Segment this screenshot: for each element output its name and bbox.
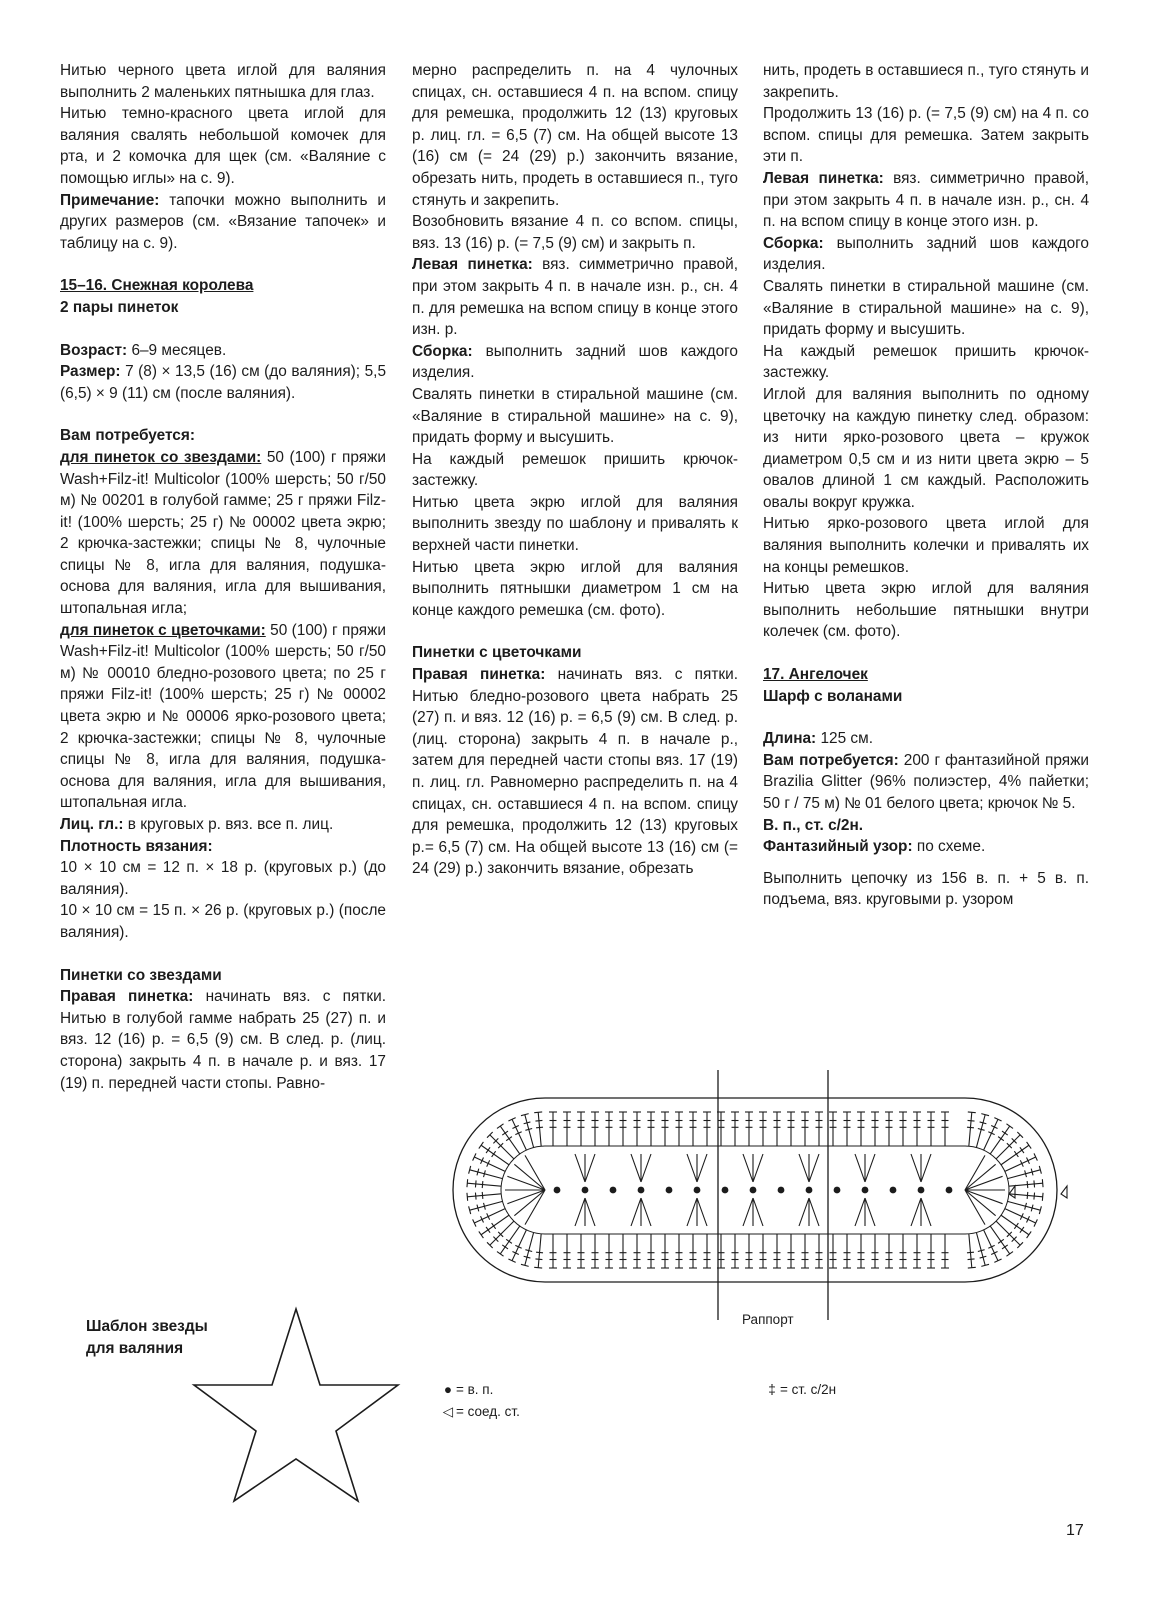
stitch-top (1042, 1179, 1043, 1187)
paragraph: Нитью цвета экрю иглой для валяния выполнить звезду по шаблону и привалять к верхней части пинетки. (412, 493, 738, 555)
stitch-top (968, 1267, 976, 1268)
fan-line (965, 1190, 996, 1216)
fan-line (965, 1176, 1003, 1190)
materials-line: Вам потребуется: 200 г фантазийной пряжи Brazilia Glitter (96% полиэстер, 4% пайетки; 50 г / 75 м) № 01 белого цвета; крючок № 5. (763, 751, 1089, 812)
v-stitch (631, 1198, 641, 1226)
stitch-bar (482, 1181, 483, 1188)
stitch-top (1006, 1252, 1013, 1257)
crochet-chart (440, 1060, 1080, 1320)
fan-line (965, 1190, 1003, 1204)
paragraph: мерно распределить п. на 4 чулочных спицах, сн. оставшиеся 4 п. на вспом. спицу для ремешка, продолжить 12 (13) круговых р. лиц. гл. = 6,5 (7) см. На общей высоте 13 (16) см (= 24 (29) р.) закончить вязание, обрезать нить, продеть в оставшиеся п., туго стянуть и закрепить. (412, 62, 738, 209)
v-stitch (575, 1198, 585, 1226)
stitch-bar (492, 1151, 496, 1157)
v-stitch (855, 1198, 865, 1226)
stitch-top (497, 1252, 504, 1257)
v-stitch (911, 1198, 921, 1226)
note-label: Примечание: (60, 191, 160, 209)
stitch-top (1042, 1193, 1043, 1201)
stitch-top (467, 1193, 468, 1201)
v-stitch (809, 1198, 819, 1226)
v-stitch (855, 1154, 865, 1182)
stitch-bar (967, 1127, 974, 1128)
note-paragraph (60, 190, 386, 255)
stitch-bar (486, 1227, 490, 1233)
stitch-bar (1027, 1181, 1028, 1188)
stitch-stem (969, 1234, 972, 1268)
stitch-top (534, 1267, 542, 1268)
gauge-heading: Плотность вязания: (60, 837, 213, 855)
fan-line (965, 1190, 985, 1225)
chain-dot (694, 1187, 701, 1194)
pattern-line: Фантазийный узор: по схеме. (763, 838, 986, 856)
instruction-paragraph: Правая пинетка: начинать вяз. с пятки. Нитью в голубой гамме набрать 25 (27) п. и вяз. 12 (16) р. = 6,5 (9) см. В след. р. (лиц. сторона) закрыть 4 п. в начале р. и вяз. 17 (19) п. передней части стопы. Равно- (60, 988, 386, 1092)
v-stitch (697, 1198, 707, 1226)
stitch-top (497, 1124, 504, 1129)
stitch-stem (976, 1233, 985, 1266)
section-title: 17. Ангелочек (763, 666, 868, 684)
chain-dot (554, 1187, 561, 1194)
chain-dot (778, 1187, 785, 1194)
stitch-top (479, 1231, 484, 1238)
size-line: Размер: 7 (8) × 13,5 (16) см (до валяния); 5,5 (6,5) × 9 (11) см (после валяния). (60, 363, 387, 402)
stitches-line: В. п., ст. с/2н. (763, 816, 864, 834)
stitch-stem (1008, 1201, 1041, 1210)
v-stitch (809, 1154, 819, 1182)
v-stitch (799, 1198, 809, 1226)
stitch-stem (490, 1221, 514, 1245)
legend-chain: ● = в. п. (440, 1380, 493, 1400)
note-text: тапочки можно выполнить и других размеров (см. «Вязание тапочек» и таблицу на с. 9). (60, 191, 386, 252)
paragraph: нить, продеть в оставшиеся п., туго стянуть и закрепить. (763, 62, 1089, 101)
chain-dot (666, 1187, 673, 1194)
chain-dot (806, 1187, 813, 1194)
stitch-stem (490, 1135, 514, 1159)
section-subtitle: 2 пары пинеток (60, 298, 179, 316)
stitch-stem (1009, 1183, 1043, 1186)
star-template-icon (190, 1305, 410, 1505)
chain-dot (750, 1187, 757, 1194)
v-stitch (865, 1198, 875, 1226)
stitch-top (1027, 1142, 1032, 1149)
stitch-stem (538, 1112, 541, 1146)
v-stitch (911, 1154, 921, 1182)
materials-star: для пинеток со звездами: 50 (100) г пряжи Wash+Filz-it! Multicolor (100% шерсть; 50 г/50 м) № 00201 в голубой гамме; 25 г пряжи Filz-it! (100% шерсть; 25 г) № 00002 цвета экрю; 2 крючка-застежки; спицы № 8, чулочные спицы № 8, игла для валяния, подушка-основа для валяния, игла для вышивания, штопальная игла; (60, 448, 387, 618)
fan-line (525, 1190, 545, 1225)
stitch-bar (1002, 1131, 1008, 1135)
stitch-bar (502, 1245, 508, 1249)
stitch-bar (535, 1120, 542, 1121)
paragraph: Нитью цвета экрю иглой для валяния выполнить небольшие пятнышки внутри колечек (см. фото). (763, 580, 1089, 641)
fan-line (507, 1190, 545, 1204)
slip-stitch-mark (1061, 1186, 1067, 1198)
instruction-paragraph: Левая пинетка: вяз. симметрично правой, при этом закрыть 4 п. в начале изн. р., сн. 4 п. на вспом спицу в конце этого изн. р. (763, 169, 1089, 231)
instruction-paragraph: Сборка: выполнить задний шов каждого изделия. (412, 342, 738, 382)
stitch-stem (1008, 1170, 1041, 1179)
stitch-bar (535, 1259, 542, 1260)
stitch-top (1027, 1231, 1032, 1238)
stitch-bar (1027, 1192, 1028, 1199)
instruction-paragraph: Левая пинетка: вяз. симметрично правой, при этом закрыть 4 п. в начале изн. р., сн. 4 п. для ремешка на вспом спицу в конце этого изн. р. (412, 256, 738, 339)
stitch-top (968, 1112, 976, 1113)
instruction-paragraph: Сборка: выполнить задний шов каждого изделия. (763, 234, 1089, 274)
fan-line (514, 1164, 545, 1190)
v-stitch (631, 1154, 641, 1182)
stitch-bar (998, 1239, 1004, 1243)
stitch-bar (502, 1131, 508, 1135)
gauge-line: 10 × 10 см = 12 п. × 18 р. (круговых р.) (до валяния). (60, 859, 386, 898)
length-line: Длина: 125 см. (763, 730, 873, 748)
section-subtitle: Шарф с воланами (763, 687, 903, 705)
stitch-stem (525, 1115, 534, 1148)
paragraph: Нитью черного цвета иглой для валяния выполнить 2 маленьких пятнышка для глаз. (60, 62, 386, 101)
v-stitch (641, 1198, 651, 1226)
v-stitch (743, 1198, 753, 1226)
stitch-bar (536, 1252, 543, 1253)
stitch-top (534, 1112, 542, 1113)
stitch-bar (506, 1137, 512, 1141)
rapport-label: Раппорт (742, 1312, 794, 1327)
v-stitch (687, 1198, 697, 1226)
stitch-stem (538, 1234, 541, 1268)
chain-dot (582, 1187, 589, 1194)
gauge-line: 10 × 10 см = 15 п. × 26 р. (круговых р.) (после валяния). (60, 902, 386, 941)
paragraph: Свалять пинетки в стиральной машине (см. «Валяние в стиральной машине» на с. 9), придать форму и высушить. (763, 277, 1089, 339)
text-column-3 (763, 60, 1089, 911)
stitch-top (467, 1179, 468, 1187)
age-line: Возраст: 6–9 месяцев. (60, 341, 227, 359)
chain-dot (834, 1187, 841, 1194)
stitch-stem (976, 1115, 985, 1148)
chain-dot (610, 1187, 617, 1194)
v-stitch (575, 1154, 585, 1182)
paragraph: Выполнить цепочку из 156 в. п. + 5 в. п. подъема, вяз. круговыми р. узором (763, 869, 1089, 909)
fan-line (514, 1190, 545, 1216)
stitch-bar (1014, 1223, 1018, 1229)
stitch-bar (998, 1137, 1004, 1141)
stitch-stem (1009, 1194, 1043, 1197)
stitch-stem (969, 1112, 972, 1146)
half-double-crochet-icon: ‡ (768, 1382, 776, 1397)
paragraph: Нитью ярко-розового цвета иглой для валяния выполнить колечки и привалять их на концы ремешков. (763, 515, 1089, 576)
stitch-top (479, 1142, 484, 1149)
v-stitch (865, 1154, 875, 1182)
stitch-bar (1002, 1245, 1008, 1249)
stitch-bar (536, 1127, 543, 1128)
paragraph: Свалять пинетки в стиральной машине (см. «Валяние в стиральной машине» на с. 9), придать форму и высушить. (412, 385, 738, 447)
page-number: 17 (1066, 1522, 1084, 1539)
paragraph: Нитью цвета экрю иглой для валяния выполнить пятнышки диаметром 1 см на конце каждого ремешка (см. фото). (412, 558, 738, 619)
fan-line (507, 1176, 545, 1190)
stitch-bar (475, 1180, 476, 1187)
slip-stitch-icon: ◁ (442, 1404, 454, 1419)
paragraph: Продолжить 13 (16) р. (= 7,5 (9) см) на 4 п. со вспом. спицы для ремешка. Затем закрыть эти п. (763, 105, 1089, 166)
stitch-bar (492, 1223, 496, 1229)
chain-dot (862, 1187, 869, 1194)
paragraph: На каждый ремешок пришить крючок-застежку. (412, 450, 738, 490)
v-stitch (921, 1198, 931, 1226)
star-template-label: Шаблон звезды для валяния (86, 1318, 208, 1357)
legend-hdc: ‡ = ст. с/2н (764, 1380, 836, 1400)
stitch-bar (967, 1252, 974, 1253)
v-stitch (697, 1154, 707, 1182)
subsection-title: Пинетки с цветочками (412, 644, 582, 662)
stitch-bar (1014, 1151, 1018, 1157)
stitch-stem (996, 1221, 1020, 1245)
fan-line (965, 1164, 996, 1190)
stitch-bar (1034, 1180, 1035, 1187)
chain-stitch-icon: ● (443, 1382, 453, 1397)
v-stitch (753, 1154, 763, 1182)
v-stitch (687, 1154, 697, 1182)
stitch-bar (1020, 1227, 1024, 1233)
fan-line (965, 1155, 985, 1190)
chain-dot (890, 1187, 897, 1194)
chain-dot (722, 1187, 729, 1194)
stitch-stem (467, 1194, 501, 1197)
v-stitch (585, 1198, 595, 1226)
paragraph: Возобновить вязание 4 п. со вспом. спицы, вяз. 13 (16) р. (= 7,5 (9) см) и закрыть п. (412, 213, 738, 252)
text-column-2 (412, 60, 738, 880)
instruction-paragraph: Правая пинетка: начинать вяз. с пятки. Нитью бледно-розового цвета набрать 25 (27) п. и вяз. 12 (16) р. = 6,5 (9) см. В след. р. (лиц. сторона) закрыть 4 п. в начале р., затем для передней части стопы вяз. 17 (19) п. лиц. гл. Равномерно распределить п. на 4 спицах, сн. оставшиеся 4 п. на вспом. спицу для ремешка, продолжить 12 (13) круговых р.= 6,5 (7) см. На общей высоте 13 (16) см (= 24 (29) р.) закончить вязание, обрезать (412, 666, 738, 878)
text-column-1 (60, 60, 386, 1094)
stitch-bar (482, 1192, 483, 1199)
stitch-stem (470, 1201, 503, 1210)
v-stitch (799, 1154, 809, 1182)
paragraph: На каждый ремешок пришить крючок-застежку. (763, 342, 1089, 382)
slip-stitch-mark (1009, 1186, 1015, 1198)
v-stitch (743, 1154, 753, 1182)
stitch-top (1006, 1124, 1013, 1129)
stitch-bar (1034, 1193, 1035, 1200)
chain-dot (946, 1187, 953, 1194)
section-title: 15–16. Снежная королева (60, 277, 254, 295)
stitch-line: Лиц. гл.: в круговых р. вяз. все п. лиц. (60, 816, 334, 833)
stitch-bar (506, 1239, 512, 1243)
v-stitch (585, 1154, 595, 1182)
stitch-stem (996, 1135, 1020, 1159)
chain-dot (638, 1187, 645, 1194)
v-stitch (921, 1154, 931, 1182)
materials-heading: Вам потребуется: (60, 427, 195, 445)
stitch-bar (968, 1120, 975, 1121)
stitch-bar (475, 1193, 476, 1200)
materials-flower: для пинеток с цветочками: 50 (100) г пряжи Wash+Filz-it! Multicolor (100% шерсть; 50 г/50 м) № 00010 бледно-розового цвета; по 25 г пряжи Filz-it! (100% шерсть; 25 г) № 00002 цвета экрю и № 00006 ярко-розового цвета; 2 крючка-застежки; спицы № 8, чулочные спицы № 8, игла для валяния, подушка-основа для валяния, игла для вышивания, штопальная игла. (60, 621, 386, 812)
subsection-title: Пинетки со звездами (60, 966, 222, 984)
paragraph: Нитью темно-красного цвета иглой для валяния свалять небольшой комочек для рта, и 2 комочка для щек (см. «Валяние с помощью иглы» на с. 9). (60, 105, 386, 187)
stitch-bar (486, 1147, 490, 1153)
chain-dot (918, 1187, 925, 1194)
fan-line (525, 1155, 545, 1190)
stitch-bar (968, 1259, 975, 1260)
legend-slip: ◁ = соед. ст. (440, 1402, 520, 1422)
stitch-stem (470, 1170, 503, 1179)
v-stitch (641, 1154, 651, 1182)
stitch-stem (525, 1233, 534, 1266)
v-stitch (753, 1198, 763, 1226)
stitch-stem (467, 1183, 501, 1186)
paragraph: Иглой для валяния выполнить по одному цветочку на каждую пинетку след. образом: из нити ярко-розового цвета – кружок диаметром 0,5 см и из нити цвета экрю – 5 овалов длиной 1 см каждый. Расположить овалы вокруг кружка. (763, 385, 1089, 511)
stitch-bar (1020, 1147, 1024, 1153)
